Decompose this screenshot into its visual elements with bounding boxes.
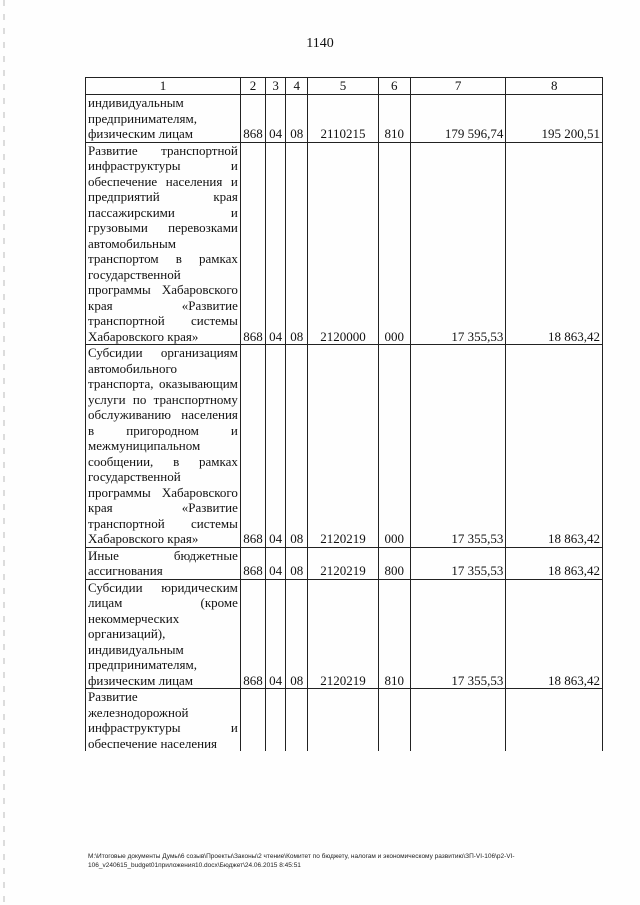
document-file-path: M:\Итоговые документы Думы\6 созыв\Проекты\Законы\2 чтение\Комитет по бюджету, налогам и экономическому развитию\ЗП-VI-106\р2-VI-106_v240615_budget01приложения10.docx\Бюджет\24.06.2015 8:45:51	[88, 853, 515, 869]
table-row	[86, 689, 603, 752]
row-code-target: 2120000	[308, 142, 378, 345]
row-name: Развитие транспортной инфраструктуры и обеспечение населения и предприятий края пассажирскими и грузовыми перевозками автомобильным транспортом в рамках государственной программы Хабаровского края «Развитие транспортной системы Хабаровского края»	[86, 142, 241, 345]
header-col-3: 3	[266, 78, 286, 95]
row-amount-year1: 17 355,53	[410, 345, 506, 548]
header-col-2: 2	[240, 78, 265, 95]
header-col-5: 5	[308, 78, 378, 95]
row-code-expense-type: 810	[378, 579, 410, 689]
table-header-row	[86, 78, 603, 95]
table-row	[86, 142, 603, 345]
header-col-7: 7	[410, 78, 506, 95]
table-row	[86, 95, 603, 143]
row-amount-year1: 17 355,53	[410, 142, 506, 345]
row-amount-year2: 18 863,42	[506, 142, 603, 345]
row-code-section	[266, 689, 286, 752]
row-name: Иные бюджетные ассигнования	[86, 547, 241, 579]
row-code-section: 04	[266, 142, 286, 345]
scan-edge-mark	[3, 0, 5, 905]
row-code-target	[308, 689, 378, 752]
header-col-1: 1	[86, 78, 241, 95]
table-row	[86, 579, 603, 689]
row-code-section: 04	[266, 547, 286, 579]
row-code-ministry: 868	[240, 345, 265, 548]
row-code-target: 2110215	[308, 95, 378, 143]
row-name: Субсидии организациям автомобильного транспорта, оказывающим услуги по транспортному обслуживанию населения в пригородном и межмуниципальном сообщении, в рамках государственной программы Хабаровского края «Развитие транспортной системы Хабаровского края»	[86, 345, 241, 548]
row-code-ministry: 868	[240, 547, 265, 579]
row-amount-year2: 195 200,51	[506, 95, 603, 143]
table-row	[86, 345, 603, 548]
row-code-expense-type: 000	[378, 142, 410, 345]
table-row	[86, 547, 603, 579]
row-name: Субсидии юридическим лицам (кроме некоммерческих организаций), индивидуальным предпринимателям, физическим лицам	[86, 579, 241, 689]
row-code-section: 04	[266, 345, 286, 548]
row-amount-year2: 18 863,42	[506, 345, 603, 548]
row-code-expense-type: 800	[378, 547, 410, 579]
header-col-6: 6	[378, 78, 410, 95]
row-code-expense-type	[378, 689, 410, 752]
row-name: Развитие железнодорожной инфраструктуры и обеспечение населения	[86, 689, 241, 752]
row-code-expense-type: 810	[378, 95, 410, 143]
row-code-ministry: 868	[240, 95, 265, 143]
header-col-4: 4	[286, 78, 308, 95]
row-code-subsection	[286, 689, 308, 752]
row-amount-year2	[506, 689, 603, 752]
page-number: 1140	[306, 36, 334, 51]
row-code-subsection: 08	[286, 345, 308, 548]
row-amount-year2: 18 863,42	[506, 579, 603, 689]
row-amount-year1: 17 355,53	[410, 547, 506, 579]
row-code-target: 2120219	[308, 345, 378, 548]
header-col-8: 8	[506, 78, 603, 95]
row-amount-year1	[410, 689, 506, 752]
row-code-ministry: 868	[240, 579, 265, 689]
row-code-target: 2120219	[308, 547, 378, 579]
row-code-subsection: 08	[286, 142, 308, 345]
row-code-target: 2120219	[308, 579, 378, 689]
row-code-ministry	[240, 689, 265, 752]
row-code-section: 04	[266, 95, 286, 143]
row-amount-year2: 18 863,42	[506, 547, 603, 579]
row-code-subsection: 08	[286, 95, 308, 143]
row-amount-year1: 17 355,53	[410, 579, 506, 689]
row-code-ministry: 868	[240, 142, 265, 345]
row-code-subsection: 08	[286, 547, 308, 579]
row-name: индивидуальным предпринимателям, физическим лицам	[86, 95, 241, 143]
row-code-subsection: 08	[286, 579, 308, 689]
row-amount-year1: 179 596,74	[410, 95, 506, 143]
row-code-expense-type: 000	[378, 345, 410, 548]
budget-table	[85, 77, 603, 751]
row-code-section: 04	[266, 579, 286, 689]
